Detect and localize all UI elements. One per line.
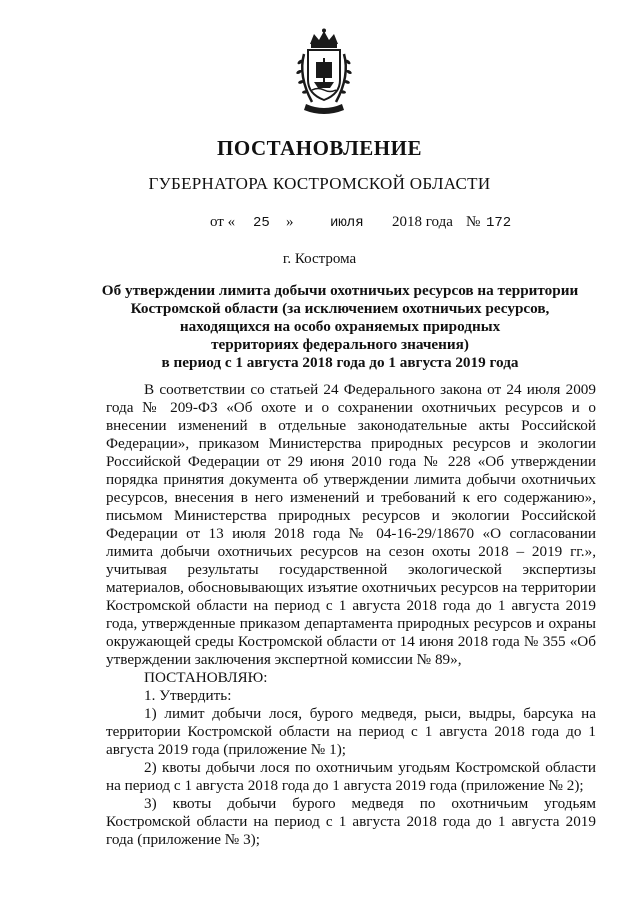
document-city: г. Кострома	[282, 251, 357, 267]
date-close-quote: »	[286, 214, 294, 230]
heading-line: находящихся на особо охраняемых природных	[179, 318, 501, 335]
heading-line: Об утверждении лимита добычи охотничьих ресурсов на территории	[101, 282, 579, 299]
document-body	[106, 381, 596, 849]
date-day: 25	[253, 215, 270, 231]
body-paragraph: В соответствии со статьей 24 Федерального закона от 24 июля 2009 года № 209-ФЗ «Об охоте и о сохранении охотничьих ресурсов и о внесении изменений в отдельные законодательные акты Российской Федерации», приказом Министерства природных ресурсов и экологии Российской Федерации от 29 июня 2010 года № 228 «Об утверждении порядка принятия документа об утверждении лимита добычи охотничьих ресурсов, внесения в него изменений и требований к его содержанию», письмом Министерства природных ресурсов и экологии Российской Федерации от 13 июля 2018 года № 04-16-29/18670 «О согласовании лимита добычи охотничьих ресурсов на сезон охоты 2018 – 2019 гг.», учитывая результаты государственной экологической экспертизы материалов, обосновывающих изъятие охотничьих ресурсов на территории Костромской области на период с 1 августа 2018 года до 1 августа 2019 года, утвержденные приказом департамента природных ресурсов и охраны окружающей среды Костромской области от 14 июня 2018 года № 355 «Об утверждении заключения экспертной комиссии № 89»,	[106, 381, 596, 668]
body-paragraph: 3) квоты добычи бурого медведя по охотничьим угодьям Костромской области на период с 1 августа 2018 года до 1 августа 2019 года (приложение № 3);	[106, 795, 596, 848]
date-year: 2018 года	[392, 214, 453, 230]
date-prefix: от «	[210, 214, 236, 230]
body-paragraph: 1. Утвердить:	[144, 687, 232, 704]
body-paragraph: 2) квоты добычи лося по охотничьим угодьям Костромской области на период с 1 августа 2018 года до 1 августа 2019 года (приложение № 2);	[106, 759, 596, 794]
coat-of-arms-icon	[292, 28, 356, 116]
date-line	[210, 214, 540, 234]
heading-line: в период с 1 августа 2018 года до 1 августа 2019 года	[161, 354, 519, 371]
body-paragraph: ПОСТАНОВЛЯЮ:	[144, 669, 268, 686]
document-heading	[90, 282, 590, 372]
date-month: июля	[330, 215, 364, 231]
heading-line: территориях федерального значения)	[211, 336, 469, 353]
heading-line: Костромской области (за исключением охотничьих ресурсов,	[130, 300, 550, 317]
document-number: 172	[486, 215, 512, 231]
body-paragraph: 1) лимит добычи лося, бурого медведя, рыси, выдры, барсука на территории Костромской области на период с 1 августа 2018 года до 1 августа 2019 года (приложение № 1);	[106, 705, 596, 758]
document-issuer: ГУБЕРНАТОРА КОСТРОМСКОЙ ОБЛАСТИ	[148, 174, 491, 193]
number-sign: №	[466, 214, 481, 230]
document-title: ПОСТАНОВЛЕНИЕ	[217, 136, 422, 160]
